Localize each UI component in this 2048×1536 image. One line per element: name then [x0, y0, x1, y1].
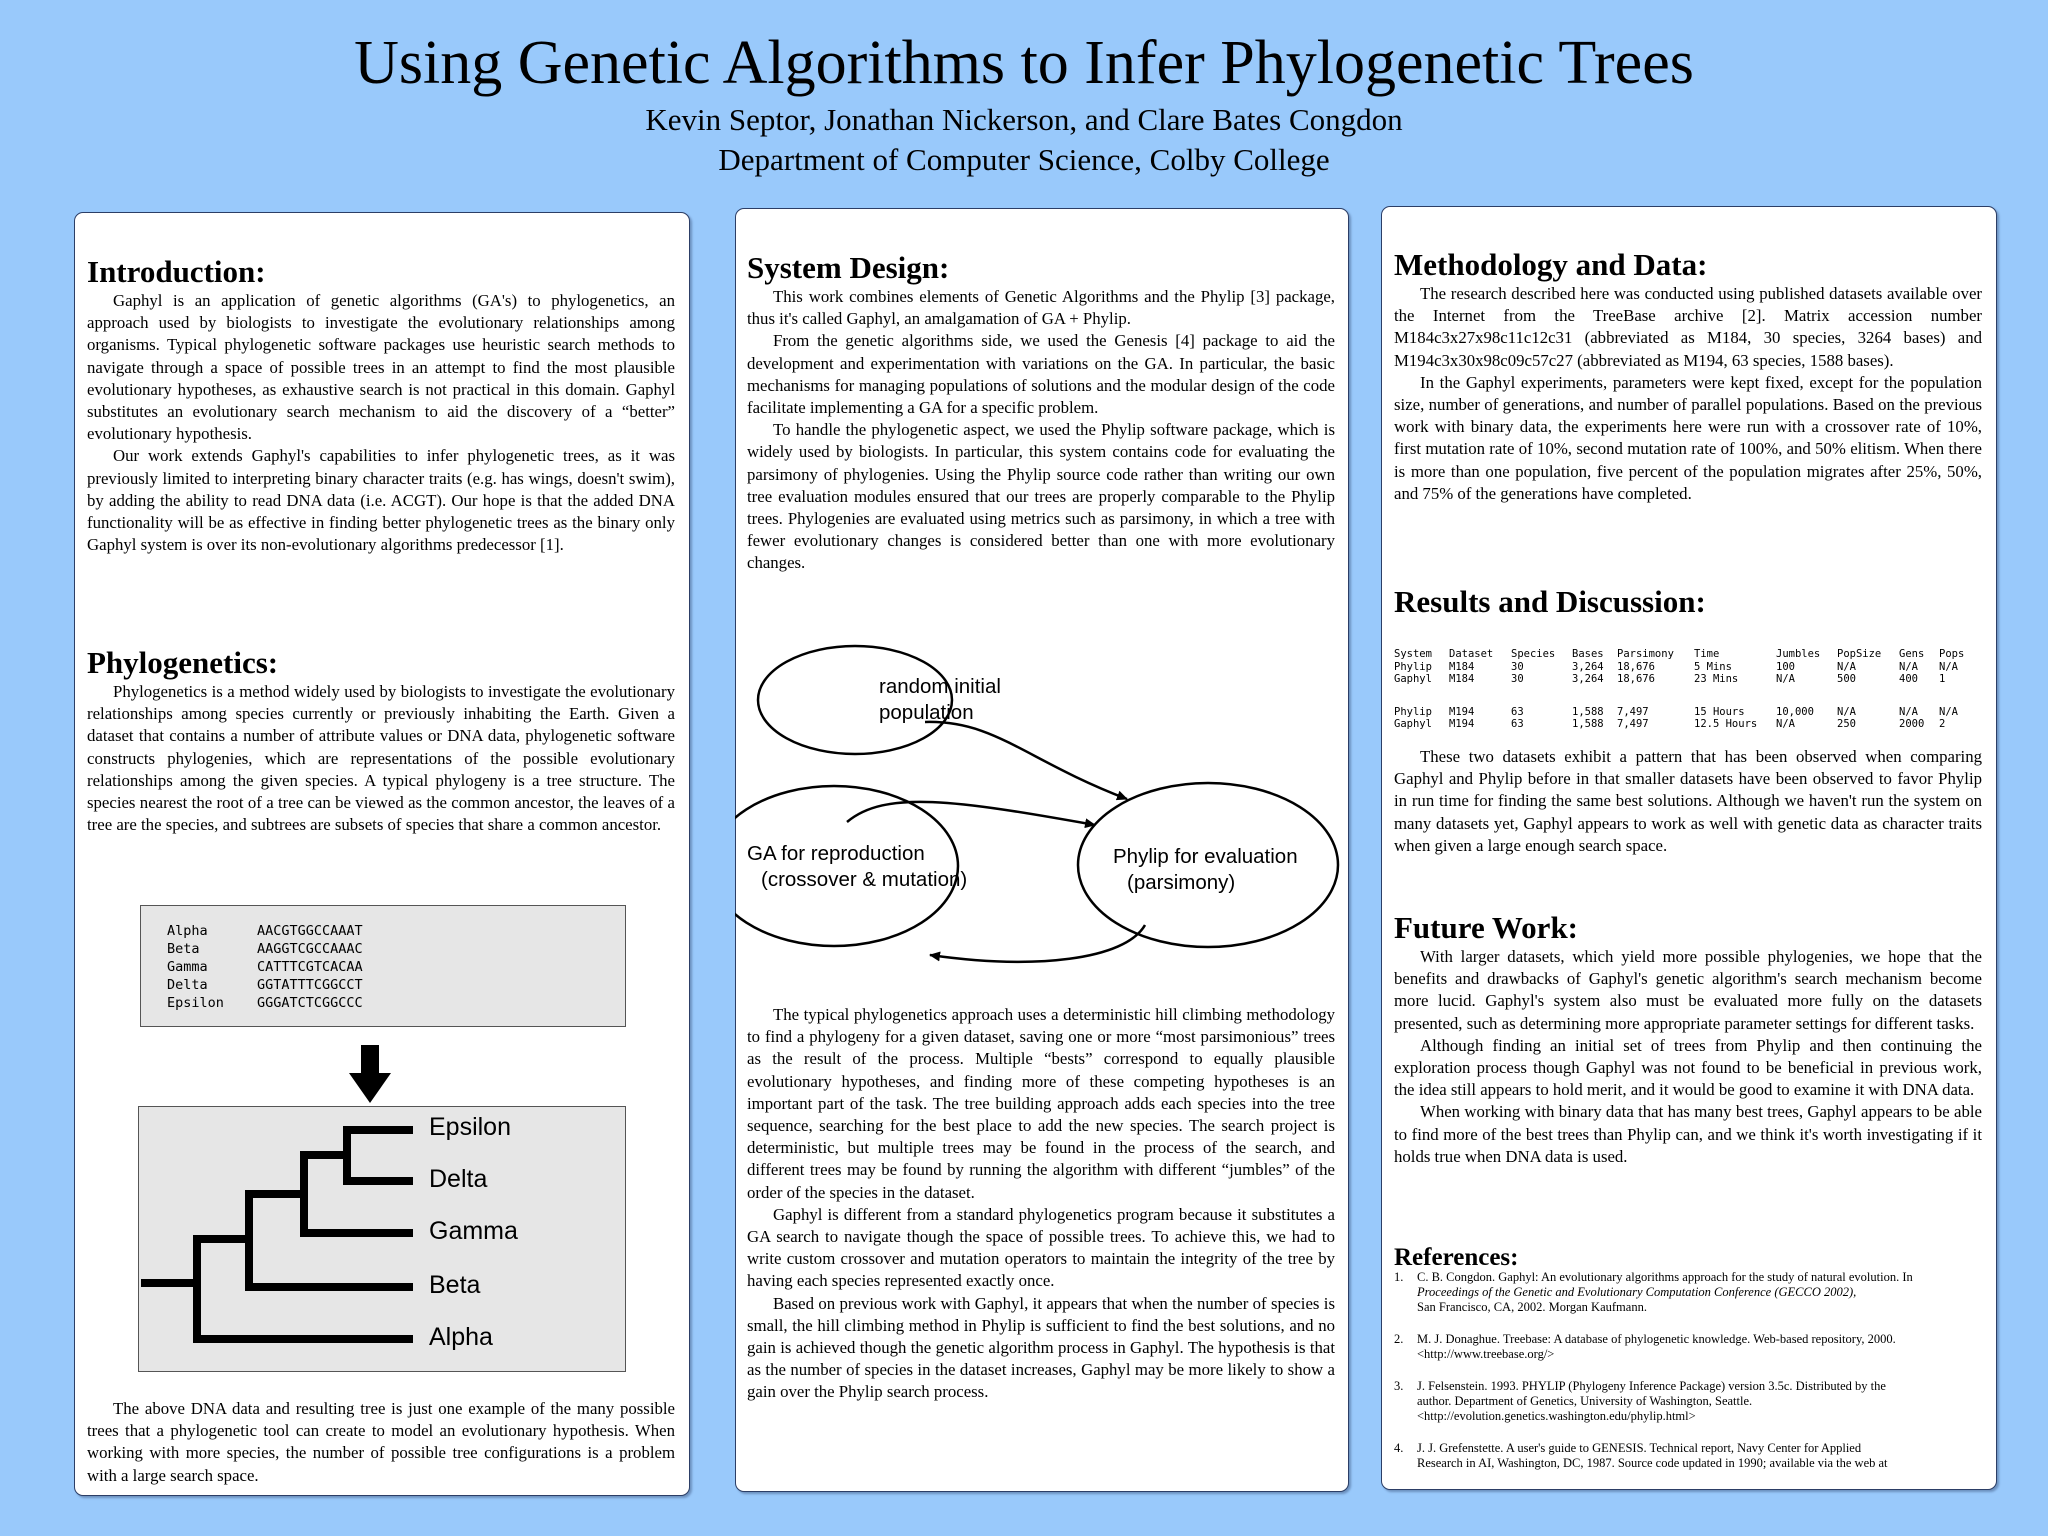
table-cell: N/A [1837, 705, 1856, 718]
table-cell: Gaphyl [1394, 718, 1432, 730]
results-heading: Results and Discussion: [1394, 584, 1706, 619]
table-cell: 400 [1899, 673, 1918, 685]
table-cell: 63 [1511, 718, 1524, 730]
table-cell: N/A [1837, 660, 1856, 673]
reference-line: <http://evolution.genetics.washington.edu/phylip.html> [1417, 1409, 1696, 1423]
reference-item [1394, 1270, 1994, 1315]
future-work-paragraph-1: With larger datasets, which yield more possible phylogenies, we hope that the benefits and drawbacks of Gaphyl's genetic algorithm's search mechanism become more lucid. Gaphyl's system also must be evaluated more fully on the datasets presented, such as determining more appropriate parameter settings for different tasks. [1394, 947, 1982, 1033]
reference-line: C. B. Congdon. Gaphyl: An evolutionary algorithms approach for the study of natural evolution. In [1417, 1270, 1913, 1284]
reference-line: Proceedings of the Genetic and Evolutionary Computation Conference (GECCO 2002), [1417, 1285, 1857, 1299]
table-cell [1511, 686, 1572, 706]
phylogenetics-closing [87, 1398, 675, 1487]
table-row [1394, 718, 1979, 731]
table-row [1394, 673, 1979, 686]
dna-row: Gamma CATTTCGTCACAA [167, 959, 363, 975]
table-cell: 5 Mins [1694, 660, 1732, 673]
reference-line: <http://www.treebase.org/> [1417, 1347, 1555, 1361]
leaf-label-epsilon: Epsilon [429, 1113, 511, 1141]
system-flow-diagram [735, 640, 1347, 980]
results-paragraph-1: These two datasets exhibit a pattern that has been observed when comparing Gaphyl and Phylip before in that smaller datasets have been observed to favor Phylip in run time for finding the same best solutions. Although we haven't run the system on many datasets yet, Gaphyl appears to work as well with genetic data as character traits when given a large enough search space. [1394, 747, 1982, 855]
table-row [1394, 686, 1979, 706]
methodology-paragraph-1: The research described here was conducted using published datasets available over the Internet from the TreeBase archive [2]. Matrix accession number M184c3x27x98c11c12c31 (abbreviated as M184, 30 species, 3264 bases) and M194c3x30x98c09c57c27 (abbreviated as M194, 63 species, 1588 bases). [1394, 284, 1982, 370]
dna-row: Epsilon GGGATCTCGGCCC [167, 995, 363, 1011]
tree-branches [139, 1107, 625, 1371]
table-cell: M194 [1449, 705, 1475, 718]
system-design-paragraph-4: The typical phylogenetics approach uses a deterministic hill climbing methodology to find a phylogeny for a given dataset, saving one or more “most parsimonious” trees as the result of the process. Multiple “bests” correspond to equally plausible evolutionary hypotheses, and finding more of these competing hypotheses is an important part of the task. The tree building approach adds each species into the tree sequence, searching for the best place to add the new species. The search project is deterministic, but multiple trees may be found in the process of the search, and different trees may be found by running the algorithm with different “jumbles” of the order of the species in the dataset. [747, 1005, 1335, 1202]
introduction-heading: Introduction: [87, 254, 266, 289]
references-heading-wrap [1394, 1244, 1982, 1272]
dna-row: Alpha AACGTGGCCAAAT [167, 923, 363, 939]
reference-line: Research in AI, Washington, DC, 1987. Source code updated in 1990; available via the web at [1417, 1456, 1888, 1470]
poster-authors: Kevin Septor, Jonathan Nickerson, and Clare Bates Congdon [645, 102, 1403, 137]
table-cell: 2 [1939, 718, 1946, 730]
table-cell: Gaphyl [1394, 673, 1432, 685]
table-cell: Phylip [1394, 660, 1432, 673]
table-cell: N/A [1939, 660, 1958, 673]
system-design-section [747, 250, 1335, 575]
table-cell [1899, 686, 1939, 706]
phylip-evaluation-label: Phylip for evaluation (parsimony) [1113, 845, 1298, 894]
references-heading: References: [1394, 1244, 1519, 1271]
table-header-row: System Dataset Species Bases Parsimony Time Jumbles PopSize Gens Pops [1394, 648, 1965, 660]
table-cell: M194 [1449, 718, 1475, 730]
dna-row: Delta GGTATTTCGGCCT [167, 977, 363, 993]
introduction-paragraph-2: Our work extends Gaphyl's capabilities to infer phylogenetic trees, as it was previously limited to interpreting binary character traits (e.g. has wings, doesn't swim), by adding the ability to read DNA data (i.e. ACGT). Our hope is that the added DNA functionality will be as effective in finding better phylogenetic trees as the binary only Gaphyl system is over its non-evolutionary algorithms predecessor [1]. [87, 446, 675, 555]
introduction-section [87, 254, 675, 556]
table-cell: 7,497 [1617, 718, 1649, 730]
table-cell [1776, 686, 1837, 706]
table-cell: M184 [1449, 660, 1475, 673]
system-design-paragraph-5: Gaphyl is different from a standard phylogenetics program because it substitutes a GA search to navigate though the space of possible trees. To achieve this, we had to write custom crossover and mutation operators to maintain the integrity of the tree by having each species represented exactly once. [747, 1204, 1335, 1291]
methodology-section [1394, 247, 1982, 505]
down-arrow-icon [347, 1045, 393, 1105]
reference-line: J. J. Grefenstette. A user's guide to GENESIS. Technical report, Navy Center for Applied [1417, 1441, 1862, 1455]
dna-sequence-box [140, 905, 626, 1027]
table-cell [1449, 686, 1511, 706]
ga-reproduction-label: GA for reproduction (crossover & mutation) [747, 842, 968, 891]
reference-item [1394, 1332, 1994, 1362]
reference-item [1394, 1379, 1994, 1424]
system-design-paragraph-3: To handle the phylogenetic aspect, we used the Phylip software package, which is widely used by biologists. In particular, this system contains code for evaluating the parsimony of phylogenies. Using the Phylip source code rather than writing our own tree evaluation modules ensured that our trees are properly comparable to the Phylip trees. Phylogenies are evaluated using metrics such as parsimony, in which a tree with fewer evolutionary changes is considered better than one with more evolutionary changes. [747, 420, 1335, 573]
phylogenetics-paragraph-2: The above DNA data and resulting tree is just one example of the many possible trees that a phylogenetic tool can create to model an evolutionary hypothesis. When working with more species, the number of possible tree configurations is a problem with a large search space. [87, 1399, 675, 1485]
future-work-paragraph-3: When working with binary data that has many best trees, Gaphyl appears to be able to find more of the best trees than Phylip can, and we think it's worth investigating if it holds true when DNA data is used. [1394, 1102, 1982, 1166]
results-heading-wrap [1394, 584, 1982, 620]
phylogenetics-section [87, 645, 675, 836]
poster-department: Department of Computer Science, Colby College [718, 142, 1330, 177]
table-cell: N/A [1899, 705, 1918, 718]
table-cell: 30 [1511, 673, 1524, 685]
reference-line: author. Department of Genetics, University of Washington, Seattle. [1417, 1394, 1753, 1408]
table-cell: 23 Mins [1694, 673, 1739, 685]
table-cell: 12.5 Hours [1694, 718, 1758, 730]
system-design-heading: System Design: [747, 250, 950, 285]
methodology-heading: Methodology and Data: [1394, 247, 1708, 282]
table-cell: N/A [1776, 718, 1795, 730]
poster-title: Using Genetic Algorithms to Infer Phylogenetic Trees [354, 29, 1694, 97]
table-cell [1617, 686, 1694, 706]
reference-number: 1. [1394, 1270, 1404, 1284]
table-cell: 100 [1776, 660, 1795, 673]
system-design-paragraph-6: Based on previous work with Gaphyl, it appears that when the number of species is small, the hill climbing method in Phylip is sufficient to find the best solutions, and no gain is achieved though the genetic algorithm process in Gaphyl. The hypothesis is that as the number of species in the dataset increases, Gaphyl may be more likely to show a gain over the Phylip search process. [747, 1293, 1335, 1402]
references-list [1394, 1270, 1994, 1488]
table-cell [1939, 686, 1979, 706]
phylogenetics-paragraph-1: Phylogenetics is a method widely used by biologists to investigate the evolutionary relationships among species currently or previously inhabiting the Earth. Given a dataset that contains a number of attribute values or DNA data, phylogenetic software constructs phylogenies, which are representations of the possible evolutionary relationships among the given species. A typical phylogeny is a tree structure. The species nearest the root of a tree can be viewed as the common ancestor, the leaves of a tree are the species, and subtrees are subsets of species that share a common ancestor. [87, 682, 675, 835]
table-cell: 18,676 [1617, 660, 1655, 673]
table-cell: 1 [1939, 673, 1946, 685]
future-work-section [1394, 910, 1982, 1168]
table-cell: 18,676 [1617, 673, 1655, 685]
table-cell: M184 [1449, 673, 1475, 685]
table-cell [1837, 686, 1899, 706]
system-design-paragraph-2: From the genetic algorithms side, we used the Genesis [4] package to aid the development and experimentation with variations on the GA. In particular, the basic mechanisms for managing populations of solutions and the modular design of the code facilitate implementing a GA for a specific problem. [747, 331, 1335, 418]
table-cell [1694, 686, 1776, 706]
reference-line: J. Felsenstein. 1993. PHYLIP (Phylogeny Inference Package) version 3.5c. Distributed by the [1417, 1379, 1886, 1393]
table-cell [1394, 686, 1449, 706]
phylogenetic-tree-figure [138, 1106, 626, 1372]
reference-item [1394, 1441, 1994, 1471]
results-table [1394, 648, 1979, 731]
leaf-label-beta: Beta [429, 1271, 481, 1299]
reference-number: 4. [1394, 1441, 1404, 1455]
table-cell: 63 [1511, 705, 1524, 718]
table-cell: 7,497 [1617, 705, 1649, 718]
table-cell: 15 Hours [1694, 705, 1745, 718]
results-discussion [1394, 746, 1982, 857]
dna-row: Beta AAGGTCGCCAAAC [167, 941, 363, 957]
future-work-paragraph-2: Although finding an initial set of trees from Phylip and then continuing the exploration process though Gaphyl was not found to be beneficial in previous work, the idea still appears to hold merit, and it would be good to examine it with DNA data. [1394, 1035, 1982, 1100]
table-cell: N/A [1939, 705, 1958, 718]
table-cell [1572, 686, 1617, 706]
table-cell: N/A [1899, 660, 1918, 673]
phylogenetics-heading: Phylogenetics: [87, 645, 279, 680]
reference-number: 3. [1394, 1379, 1404, 1393]
future-work-heading: Future Work: [1394, 910, 1579, 945]
leaf-label-alpha: Alpha [429, 1323, 493, 1351]
leaf-label-delta: Delta [429, 1165, 488, 1193]
table-cell: 3,264 [1572, 673, 1604, 685]
leaf-label-gamma: Gamma [429, 1217, 518, 1245]
table-row [1394, 706, 1979, 719]
reference-line: San Francisco, CA, 2002. Morgan Kaufmann. [1417, 1300, 1647, 1314]
system-design-continued [747, 1004, 1335, 1404]
reference-number: 2. [1394, 1332, 1404, 1346]
table-cell: Phylip [1394, 705, 1432, 718]
table-row [1394, 661, 1979, 674]
random-population-label: random initial population [879, 675, 1001, 724]
system-design-paragraph-1: This work combines elements of Genetic Algorithms and the Phylip [3] package, thus it's called Gaphyl, an amalgamation of GA + Phylip. [747, 287, 1335, 329]
table-cell: 1,588 [1572, 705, 1604, 718]
introduction-paragraph-1: Gaphyl is an application of genetic algorithms (GA's) to phylogenetics, an approach used by biologists to investigate the evolutionary relationships among organisms. Typical phylogenetic software packages use heuristic search methods to navigate through a space of possible trees in an attempt to find the most plausible evolutionary hypotheses, as exhaustive search is not practical in this domain. Gaphyl substitutes an evolutionary search mechanism to aid the discovery of a “better” evolutionary hypothesis. [87, 291, 675, 444]
diagram-shapes [735, 640, 1347, 980]
table-cell: 250 [1837, 718, 1856, 730]
table-cell: 2000 [1899, 718, 1925, 730]
table-cell: 30 [1511, 660, 1524, 673]
methodology-paragraph-2: In the Gaphyl experiments, parameters were kept fixed, except for the population size, number of generations, and number of parallel populations. Based on the previous work with binary data, the experiments here were run with a crossover rate of 10%, first mutation rate of 10%, second mutation rate of 100%, and 50% elitism. When there is more than one population, five percent of the population migrates after 25%, 50%, and 75% of the generations have completed. [1394, 372, 1982, 503]
table-cell: 1,588 [1572, 718, 1604, 730]
table-cell: 3,264 [1572, 660, 1604, 673]
table-cell: N/A [1776, 673, 1795, 685]
reference-line: M. J. Donaghue. Treebase: A database of phylogenetic knowledge. Web-based repository, 2000. [1417, 1332, 1896, 1346]
table-cell: 10,000 [1776, 705, 1814, 718]
table-cell: 500 [1837, 673, 1856, 685]
